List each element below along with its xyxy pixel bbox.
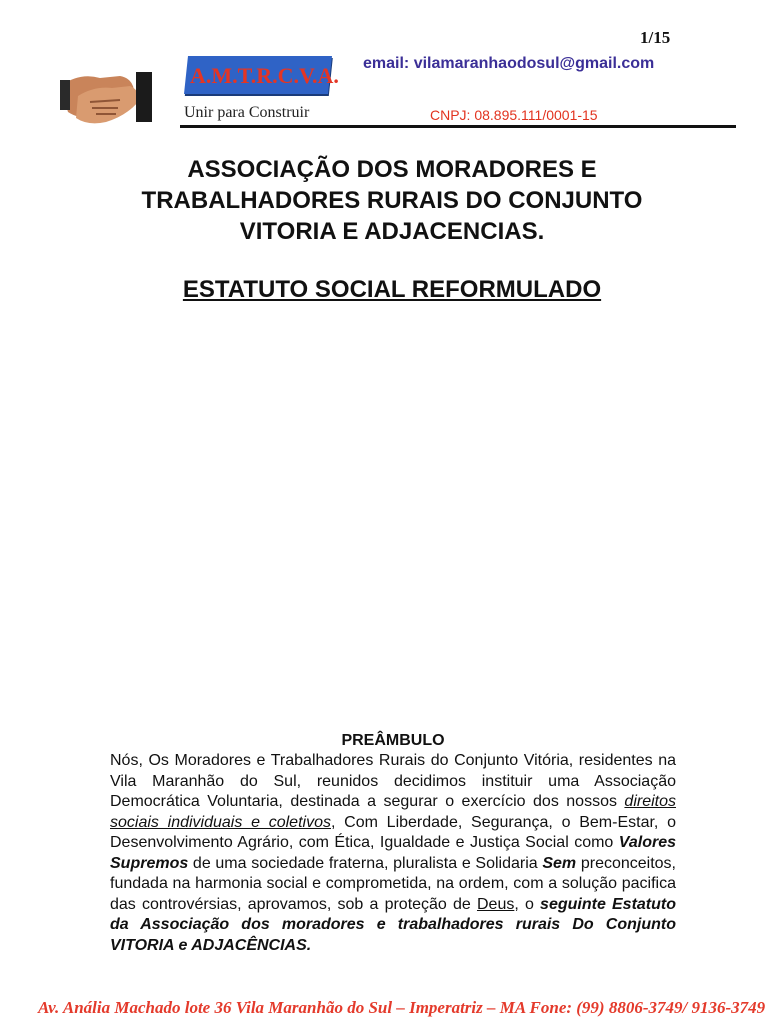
cnpj-number: CNPJ: 08.895.111/0001-15: [430, 107, 598, 123]
preamble-emphasis-values: Valores Supremos: [110, 834, 676, 872]
slogan: Unir para Construir: [184, 104, 310, 121]
preamble-emphasis-statute: seguinte Estatuto da Associação dos moradores e trabalhadores rurais Do Conjunto VITORIA e ADJACÊNCIAS.: [110, 895, 677, 954]
preamble-text-part: de uma sociedade fraterna, pluralista e Solidaria: [188, 854, 543, 872]
header-divider: [180, 125, 736, 128]
handshake-icon: [60, 56, 152, 132]
preamble-emphasis-rights: direitos sociais individuais e coletivos: [110, 793, 676, 831]
preamble-text-part: , Com Liberdade, Segurança, o Bem-Estar, o Desenvolvimento Agrário, com Ética, Igualdade e Justiça Social como: [110, 813, 677, 851]
preamble-heading: PREÂMBULO: [341, 732, 445, 749]
preamble-text-part: preconceitos, fundada na harmonia social e comprometida, na ordem, com a solução pacifica das controvérsias, aprovamos, sob a proteção de: [110, 854, 677, 913]
preamble-emphasis-deus: Deus: [476, 895, 515, 913]
preamble-emphasis-sem: Sem: [542, 854, 577, 872]
preamble-text-part: Nós, Os Moradores e Trabalhadores Rurais do Conjunto Vitória, residentes na Vila Maranhão do Sul, reunidos decidimos instituir uma Associação Democrática Voluntaria, destinada a segurar o exercício dos nossos: [110, 752, 676, 810]
page-number: 1/15: [640, 28, 671, 47]
preamble-text-part: , o: [514, 895, 541, 913]
organization-logo: A.M.T.R.C.V.A.: [190, 63, 339, 88]
preamble-text: [110, 751, 676, 956]
document-title: ESTATUTO SOCIAL REFORMULADO: [182, 276, 602, 303]
letterhead: [60, 52, 736, 130]
footer-address: Av. Anália Machado lote 36 Vila Maranhão do Sul – Imperatriz – MA Fone: (99) 8806-3749/ 9136-3749: [38, 998, 766, 1017]
email-address: email: vilamaranhaodosul@gmail.com: [363, 55, 655, 72]
organization-title: ASSOCIAÇÃO DOS MORADORES E TRABALHADORES RURAIS DO CONJUNTO VITORIA E ADJACENCIAS.: [141, 156, 643, 245]
